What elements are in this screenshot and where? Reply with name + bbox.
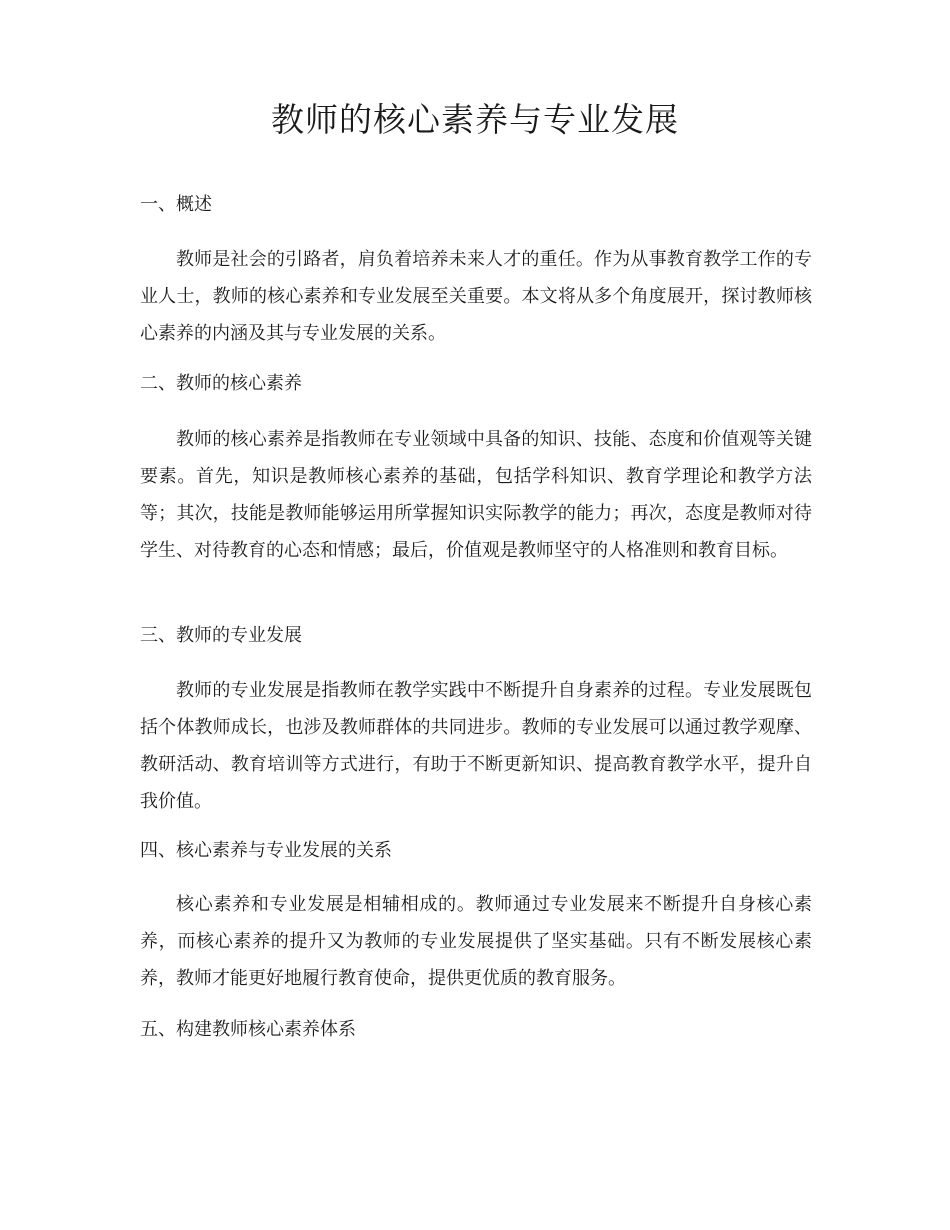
section-paragraph-professional-development: 教师的专业发展是指教师在教学实践中不断提升自身素养的过程。专业发展既包括个体教师成长，也涉及教师群体的共同进步。教师的专业发展可以通过教学观摩、教研活动、教育培训等方式进行，有助于不断更新知识、提高教育教学水平，提升自我价值。 — [140, 680, 812, 812]
section-heading-professional-development: 三、教师的专业发展 — [140, 625, 302, 646]
section-heading-overview: 一、概述 — [140, 194, 212, 215]
document-title: 教师的核心素养与专业发展 — [271, 100, 679, 139]
section-heading-relationship: 四、核心素养与专业发展的关系 — [140, 840, 392, 861]
section-paragraph-core-literacy: 教师的核心素养是指教师在专业领域中具备的知识、技能、态度和价值观等关键要素。首先，知识是教师核心素养的基础，包括学科知识、教育学理论和教学方法等；其次，技能是教师能够运用所掌握知识实际教学的能力；再次，态度是教师对待学生、对待教育的心态和情感；最后，价值观是教师坚守的人格准则和教育目标。 — [140, 429, 812, 561]
section-heading-core-literacy: 二、教师的核心素养 — [140, 373, 302, 394]
section-paragraph-relationship: 核心素养和专业发展是相辅相成的。教师通过专业发展来不断提升自身核心素养，而核心素养的提升又为教师的专业发展提供了坚实基础。只有不断发展核心素养，教师才能更好地履行教育使命，提供更优质的教育服务。 — [140, 894, 812, 989]
section-paragraph-overview: 教师是社会的引路者，肩负着培养未来人才的重任。作为从事教育教学工作的专业人士，教师的核心素养和专业发展至关重要。本文将从多个角度展开，探讨教师核心素养的内涵及其与专业发展的关系。 — [140, 249, 812, 344]
section-heading-system-building: 五、构建教师核心素养体系 — [140, 1019, 356, 1040]
